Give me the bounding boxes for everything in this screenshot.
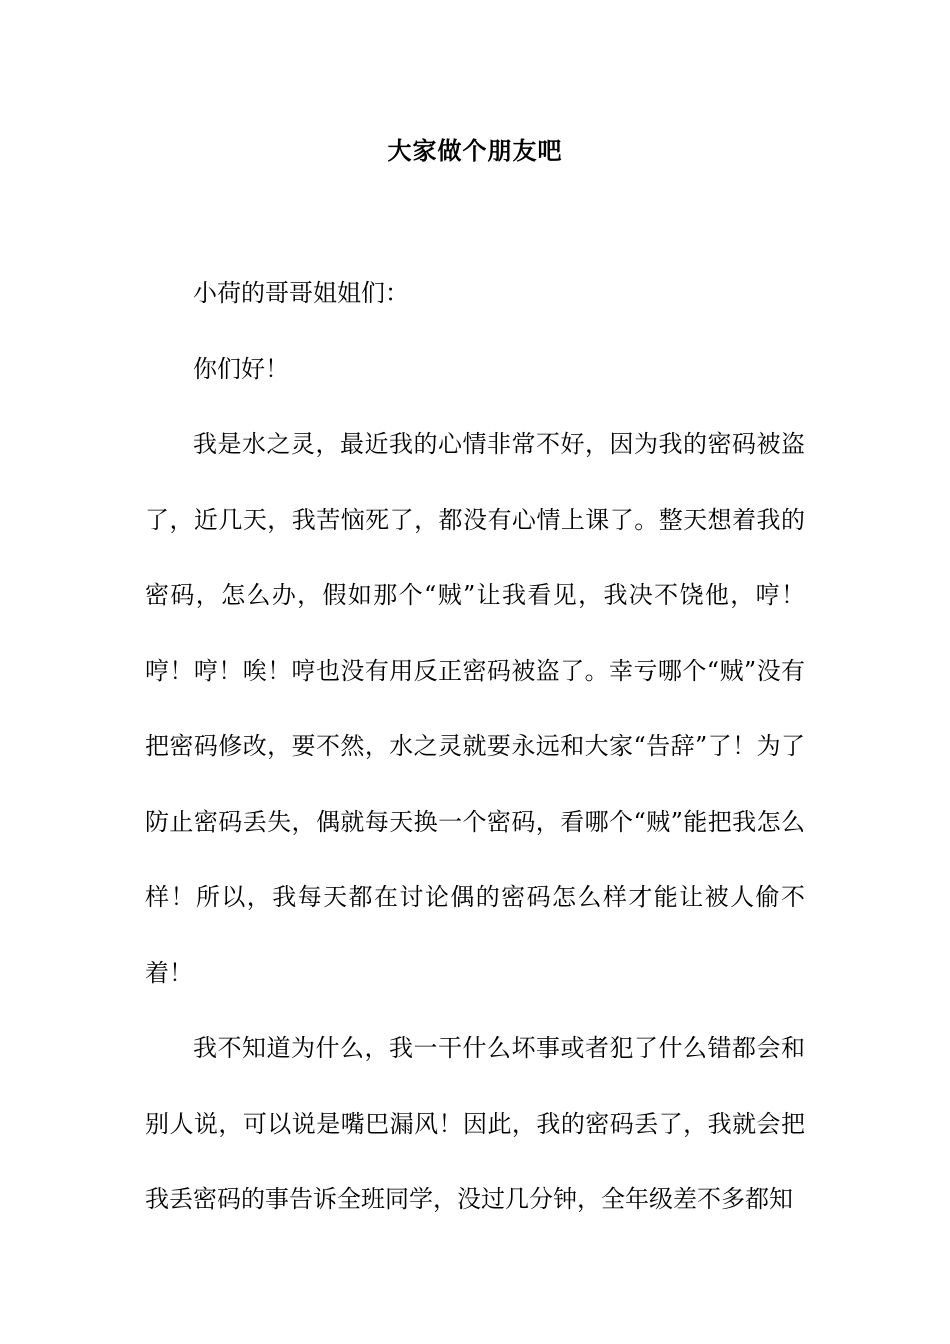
body-paragraph: 我是水之灵，最近我的心情非常不好，因为我的密码被盗了，近几天，我苦恼死了，都没有心情上课了。整天想着我的密码，怎么办，假如那个“贼”让我看见，我决不饶他，哼！哼！哼！唉！哼也没有用反正密码被盗了。幸亏哪个“贼”没有把密码修改，要不然，水之灵就要永远和大家“告辞”了！为了防止密码丢失，偶就每天换一个密码，看哪个“贼”能把我怎么样！所以，我每天都在讨论偶的密码怎么样才能让被人偷不着！ bbox=[145, 430, 805, 987]
greeting: 你们好！ bbox=[193, 354, 289, 383]
body-paragraph: 我不知道为什么，我一干什么坏事或者犯了什么错都会和别人说，可以说是嘴巴漏风！因此，我的密码丢了，我就会把我丢密码的事告诉全班同学，没过几分钟，全年级差不多都知 bbox=[145, 1034, 805, 1213]
salutation: 小荷的哥哥姐姐们： bbox=[193, 279, 409, 307]
document-body bbox=[145, 256, 805, 1238]
document-title: 大家做个朋友吧 bbox=[387, 136, 563, 165]
